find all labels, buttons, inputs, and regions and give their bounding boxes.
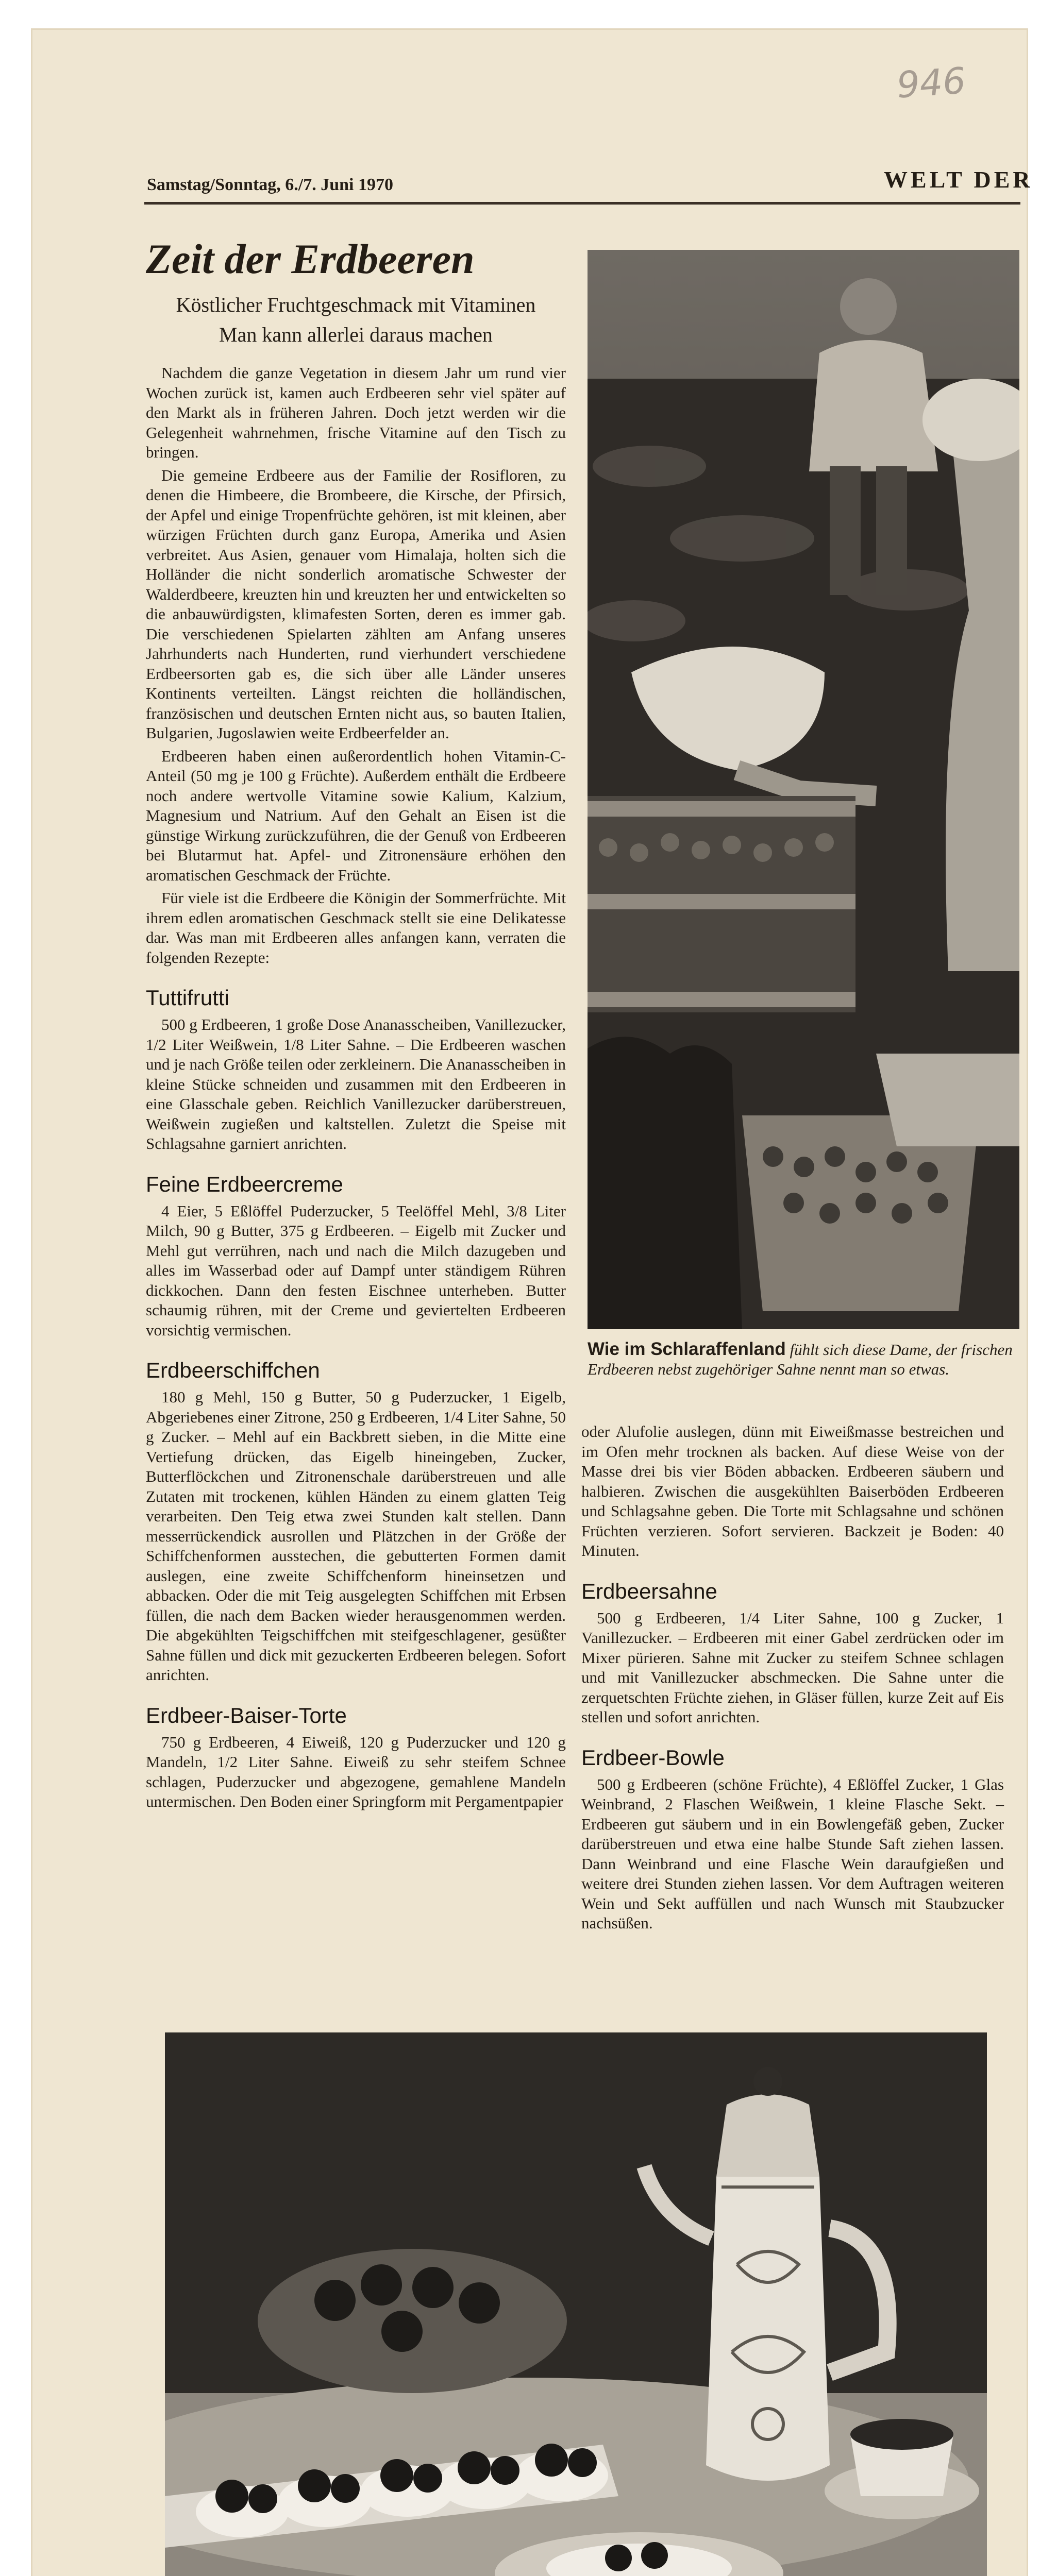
- recipe-text: 500 g Erdbeeren, 1 große Dose Ananasscheiben, Vanillezucker, 1/2 Liter Weißwein, 1/8 Liter Sahne. – Die Erdbeeren waschen und je nach Größe teilen oder zerkleinern. Die Ananasscheiben in kleine Stücke schneiden und zusammen mit den Erdbeeren in eine Glasschale geben. Reichlich Vanillezucker darüberstreuen, Weißwein zugießen und kaltstellen. Zuletzt die Speise mit Schlagsahne garniert anrichten.: [146, 1015, 566, 1153]
- coffee-table-illustration: [165, 2032, 987, 2576]
- headline: Zeit der Erdbeeren: [146, 235, 475, 282]
- coffee-table-photo: [165, 2032, 987, 2576]
- recipe-text: 180 g Mehl, 150 g Butter, 50 g Puderzucker, 1 Eigelb, Abgeriebenes einer Zitrone, 250 g Erdbeeren, 1/4 Liter Sahne, 50 g Zucker. – Mehl auf ein Backbrett sieben, in die Mitte eine Vertiefung drücken, das Eigelb hineingeben, Zucker, Butterflöckchen und Zitronenschale darüberstreuen und alle Zutaten mit trockenen, kühlen Händen zu einem glatten Teig verarbeiten. Den Teig etwa zwei Stunden kalt stellen. Dann messerrückendick ausrollen und Plätzchen in der Größe der Schiffchenformen ausstechen, die gebutterten Formen damit auslegen, eine zweite Schiffchenform hineinsetzen und abbacken. Oder die mit Teig ausgelegten Schiffchen mit Erbsen füllen, die nach dem Backen wieder herausgenommen werden. Die abgekühlten Teigschiffchen mit steifgeschlagener, gesüßter Sahne füllen und dick mit gezuckerten Erdbeeren belegen. Sofort anrichten.: [146, 1388, 566, 1684]
- intro-paragraph: Für viele ist die Erdbeere die Königin der Sommerfrüchte. Mit ihrem edlen aromatischen Geschmack stellt sie eine Delikatesse dar. Was man mit Erdbeeren alles anfangen kann, verraten die folgenden Rezepte:: [146, 889, 566, 967]
- header-rule: [144, 202, 1020, 205]
- recipe-title: Feine Erdbeercreme: [146, 1172, 343, 1196]
- archive-number: 946: [895, 59, 967, 107]
- recipe-title: Erdbeerschiffchen: [146, 1358, 320, 1382]
- recipe-continuation: oder Alufolie auslegen, dünn mit Eiweißmasse bestreichen und im Ofen mehr trocknen als backen. Auf diese Weise von der Masse drei bis vier Böden abbacken. Erdbeeren säubern und halbieren. Zwischen die ausgekühlten Baiserböden Erdbeeren und Schlagsahne geben. Die Torte mit Schlagsahne und schönen Früchten verzieren. Sofort servieren. Backzeit je Boden: 40 Minuten.: [581, 1422, 1004, 1560]
- strawberry-field-illustration: [588, 250, 1019, 1329]
- right-column: [581, 1422, 1004, 1937]
- intro-paragraph: Nachdem die ganze Vegetation in diesem Jahr um rund vier Wochen zurück ist, kamen auch Erdbeeren sehr viel später auf den Markt als in früheren Jahren. Doch jetzt werden wir die Gelegenheit wahrnehmen, frische Vitamine auf den Tisch zu bringen.: [146, 364, 566, 461]
- newspaper-name: WELT DER: [884, 166, 1033, 193]
- left-column: [146, 234, 566, 1815]
- subheadline: Man kann allerlei daraus machen: [219, 323, 493, 346]
- recipe-text: 750 g Erdbeeren, 4 Eiweiß, 120 g Puderzucker und 120 g Mandeln, 1/2 Liter Sahne. Eiweiß zu sehr steifem Schnee schlagen, Puderzucker und abgezogene, gemahlene Mandeln untermischen. Den Boden einer Springform mit Pergamentpapier: [146, 1733, 566, 1810]
- caption-text: fühlt sich diese Dame, der frischen Erdbeeren nebst zugehöriger Sahne nennt man so etwas.: [588, 1341, 1013, 1378]
- intro-paragraph: Die gemeine Erdbeere aus der Familie der Rosifloren, zu denen die Himbeere, die Brombeere, die Kirsche, der Pfirsich, der Apfel und einige Tropenfrüchte gehören, ist mit kleinen, aber würzigen Früchten durch ganz Europa, Amerika und Asien verbreitet. Aus Asien, genauer vom Himalaja, holten sich die Holländer die nicht sonderlich aromatische Schwester der Walderdbeere, kreuzten hin und kreuzten her und entwickelten so die anbauwürdigsten, klimafesten Sorten, deren es immer gab. Die verschiedenen Spielarten zählten am Anfang unseres Jahrhunderts nach Hunderten, rund vierhundert verschiedene Erdbeersorten gab es, die sich über alle Länder unseres Kontinents verteilten. Längst reichten die holländischen, französischen und deutschen Ernten nicht aus, so bauten Italien, Bulgarien, Jugoslawien weite Erdbeerfelder an.: [146, 466, 566, 742]
- recipe-text: 500 g Erdbeeren (schöne Früchte), 4 Eßlöffel Zucker, 1 Glas Weinbrand, 2 Flaschen Weißwein, 1 kleine Flasche Sekt. – Erdbeeren gut säubern und in ein Bowlengefäß geben, Zucker darüberstreuen und etwa eine halbe Stunde Saft ziehen lassen. Dann Weinbrand und eine Flasche Wein daraufgießen und weitere drei Stunden ziehen lassen. Vor dem Auftragen weiteren Wein und Sekt auffüllen und nach Wunsch mit Staubzucker nachsüßen.: [581, 1775, 1004, 1932]
- top-photo-caption: [588, 1340, 1019, 1379]
- subheadline: Köstlicher Fruchtgeschmack mit Vitaminen: [176, 293, 536, 316]
- caption-lead: Wie im Schlaraffenland: [588, 1339, 786, 1359]
- recipe-title: Erdbeersahne: [581, 1579, 717, 1603]
- recipe-title: Tuttifrutti: [146, 986, 229, 1010]
- strawberry-field-photo: [588, 250, 1019, 1329]
- dateline: Samstag/Sonntag, 6./7. Juni 1970: [147, 175, 393, 194]
- intro-paragraph: Erdbeeren haben einen außerordentlich hohen Vitamin-C-Anteil (50 mg je 100 g Früchte). Außerdem enthält die Erdbeere noch andere wertvolle Vitamine sowie Kalium, Kalzium, Magnesium und Natrium. Auf den Gehalt an Eisen ist die günstige Wirkung zurückzuführen, die der Genuß von Erdbeeren bei Blutarmut hat. Apfel- und Zitronensäure erhöhen den aromatischen Geschmack der Früchte.: [146, 747, 566, 884]
- recipe-text: 500 g Erdbeeren, 1/4 Liter Sahne, 100 g Zucker, 1 Vanillezucker. – Erdbeeren mit einer Gabel zerdrücken oder im Mixer pürieren. Sahne mit Zucker zu steifem Schnee schlagen und mit Vanillezucker abschmecken. Die Sahne unter die zerquetschten Früchte ziehen, in Gläser füllen, kurze Zeit auf Eis stellen und sofort anrichten.: [581, 1608, 1004, 1726]
- recipe-title: Erdbeer-Bowle: [581, 1745, 725, 1770]
- recipe-text: 4 Eier, 5 Eßlöffel Puderzucker, 5 Teelöffel Mehl, 3/8 Liter Milch, 90 g Butter, 375 g Erdbeeren. – Eigelb mit Zucker und Mehl gut verrühren, nach und nach die Milch dazugeben und alles im Wasserbad oder auf Dampf unter ständigem Rühren dickkochen. Dann den festen Eischnee unterheben. Butter schaumig rühren, mit der Creme und geviertelten Erdbeeren vorsichtig vermischen.: [146, 1201, 566, 1339]
- recipe-title: Erdbeer-Baiser-Torte: [146, 1703, 347, 1727]
